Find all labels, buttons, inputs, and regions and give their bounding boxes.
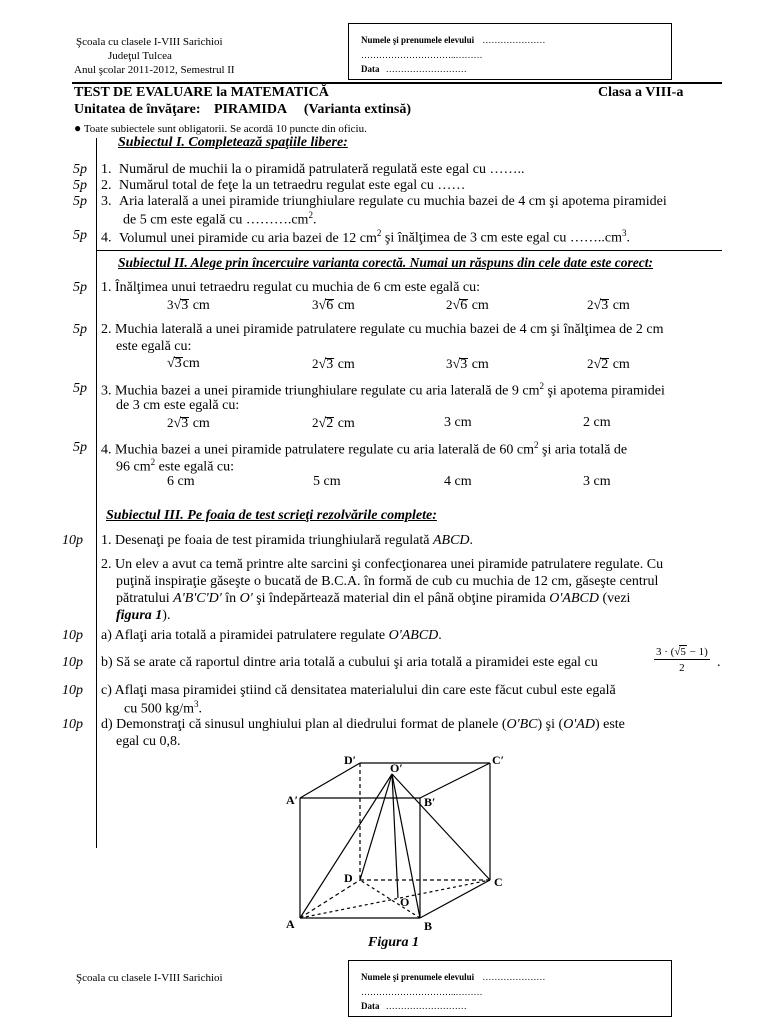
s1-q3-text2: de 5 cm este egală cu ……….cm — [123, 212, 309, 228]
s2-q2-opt-a[interactable]: √3cm — [167, 356, 200, 371]
fraction-denominator: 2 — [679, 662, 685, 674]
unit: cm — [471, 357, 489, 372]
test-title: TEST DE EVALUARE la MATEMATICĂ — [74, 85, 329, 100]
radicand: 3 — [326, 357, 334, 372]
s1-q4-supb: 3 — [622, 228, 627, 238]
s3-d-l1 — [101, 717, 625, 733]
t6: O'ABCD — [549, 591, 599, 606]
s2-heading: Subiectul II. Alege prin încercuire varianta corectă. Numai un răspuns din cele date este corect: — [118, 255, 653, 270]
label-Ap: A′ — [286, 793, 299, 807]
radicand: 6 — [460, 298, 468, 313]
s2-q4-text — [101, 440, 627, 459]
s2-q4-text2 — [116, 457, 234, 476]
s1-q1 — [101, 162, 524, 178]
n1: 3 · ( — [656, 646, 675, 658]
footer-name-blank[interactable]: ………………… — [482, 972, 546, 982]
footer-name-label: Numele şi prenumele elevului — [361, 972, 475, 982]
note-text: Toate subiectele sunt obligatorii. Se acordă 10 puncte din oficiu. — [83, 123, 367, 135]
unit: cm — [192, 298, 210, 313]
d1: d) Demonstraţi că sinusul unghiului plan al diedrului format de planele ( — [101, 717, 507, 732]
coef: 3 — [446, 356, 453, 371]
radicand: 3 — [181, 416, 189, 431]
radicand: 2 — [326, 416, 334, 431]
t7: (vezi — [598, 591, 631, 606]
s2-q2-opt-b[interactable]: 2√3 cm — [312, 356, 355, 372]
label-C: C — [494, 875, 503, 889]
s2-q3-text2: de 3 cm este egală cu: — [116, 398, 240, 413]
footer-name-row — [361, 972, 545, 982]
s1-q3-num: 3. — [101, 194, 112, 209]
figure-ref: figura 1 — [116, 608, 163, 623]
s3-heading: Subiectul III. Pe foaia de test scrieţi rezolvările complete: — [106, 508, 437, 523]
coef: 3 — [167, 297, 174, 312]
radicand: 3 — [174, 356, 182, 371]
footer-school-name: Şcoala cu clasele I-VIII Sarichioi — [76, 972, 223, 984]
s3-a-it: O'ABCD — [388, 628, 439, 643]
s1-q4-textb: şi înălţimea de 3 cm este egal cu ……..cm — [381, 230, 623, 246]
s2-q4-opt-b[interactable]: 5 cm — [313, 474, 341, 489]
t4: O' — [239, 591, 253, 606]
footer-student-info-box — [348, 960, 672, 1017]
s3-c-l2 — [124, 699, 202, 718]
s3-b: b) Să se arate că raportul dintre aria totală a cubului şi aria totală a piramidei este egal cu — [101, 655, 598, 670]
n2: 5 — [680, 646, 686, 658]
header-divider — [72, 82, 722, 84]
s1-divider — [96, 250, 722, 251]
s2-q3-points: 5p — [73, 381, 87, 396]
label-O: O — [400, 895, 410, 909]
s2-q3-opt-a[interactable]: 2√3 cm — [167, 415, 210, 431]
class-label: Clasa a VIII-a — [598, 85, 684, 100]
unit-label: Unitatea de învăţare: — [74, 102, 201, 117]
s1-q4-points: 5p — [73, 228, 87, 243]
s3-q2-l4 — [116, 608, 170, 624]
county-name: Judeţul Tulcea — [108, 50, 172, 62]
radicand: 2 — [601, 357, 609, 372]
s1-q4-text: Volumul unei piramide cu aria bazei de 12 cm — [119, 230, 377, 246]
s3-a-points: 10p — [62, 628, 83, 643]
label-Dp: D′ — [344, 753, 357, 767]
s1-q3 — [101, 194, 667, 210]
footer-date-blank[interactable]: ……………………… — [385, 1001, 467, 1011]
s1-q2-points: 5p — [73, 178, 87, 193]
s2-q4-text2a: 96 cm — [116, 459, 151, 475]
date-blank[interactable]: ……………………… — [385, 64, 467, 74]
radicand: 6 — [326, 298, 334, 313]
c2: cu 500 kg/m — [124, 701, 194, 717]
note-line — [74, 121, 367, 136]
s2-q4-points: 5p — [73, 440, 87, 455]
s3-c-points: 10p — [62, 683, 83, 698]
t8: ). — [162, 608, 171, 623]
s2-q1-opt-c[interactable]: 2√6 cm — [446, 297, 489, 313]
s2-q4-texta: 4. Muchia bazei a unei piramide patrulatere regulate cu aria laterală de 60 cm — [101, 442, 535, 458]
s2-q4-opt-d[interactable]: 3 cm — [583, 474, 611, 489]
s2-q4-sup2: 2 — [150, 457, 156, 467]
student-name-label: Numele şi prenumele elevului — [361, 35, 475, 45]
s1-q3-end: . — [312, 212, 317, 228]
unit: cm — [612, 298, 630, 313]
s3-q1-points: 10p — [62, 533, 83, 548]
d3: ) şi ( — [537, 717, 564, 732]
s1-q2 — [101, 178, 465, 194]
t5: şi îndepărtează material din el până obţine piramida — [252, 591, 550, 606]
coef: 2 — [587, 297, 594, 312]
unit-line — [74, 102, 411, 118]
t3: în — [221, 591, 240, 606]
coef: 3 — [312, 297, 319, 312]
pyramid-cube-figure — [280, 748, 520, 938]
s3-a — [101, 628, 442, 644]
s3-q1-end: . — [469, 533, 474, 548]
s1-q3-sup: 2 — [308, 210, 313, 220]
student-info-box — [348, 23, 672, 80]
s2-q1-opt-a[interactable]: 3√3 cm — [167, 297, 210, 313]
date-label: Data — [361, 64, 380, 74]
fraction-numerator: 3 · (√5 − 1) — [656, 646, 708, 658]
unit: cm — [182, 356, 200, 371]
student-name-line2[interactable]: …………………………..……… — [361, 50, 483, 60]
s1-q1-points: 5p — [73, 162, 87, 177]
s3-a-text: a) Aflaţi aria totală a piramidei patrulatere regulate — [101, 628, 389, 643]
s3-d-l2: egal cu 0,8. — [116, 734, 181, 749]
margin-line — [96, 138, 97, 848]
school-year: Anul şcolar 2011-2012, Semestrul II — [74, 64, 235, 76]
label-Bp: B′ — [424, 795, 436, 809]
s2-q4-sup: 2 — [534, 440, 539, 450]
figure-caption: Figura 1 — [368, 935, 419, 950]
radicand: 3 — [181, 298, 189, 313]
variant-label: (Varianta extinsă) — [303, 102, 412, 117]
school-name: Şcoala cu clasele I-VIII Sarichioi — [76, 36, 223, 48]
unit: cm — [337, 357, 355, 372]
label-D: D — [344, 871, 353, 885]
radicand: 3 — [601, 298, 609, 313]
footer-date-label: Data — [361, 1001, 380, 1011]
s2-q1-points: 5p — [73, 280, 87, 295]
student-name-blank[interactable]: ………………… — [482, 35, 546, 45]
s2-q1-opt-b[interactable]: 3√6 cm — [312, 297, 355, 313]
s1-q3-points: 5p — [73, 194, 87, 209]
s3-q2-l2: puţină inspiraţie găseşte o bucată de B.C.A. în formă de cub cu muchia de 12 cm, găseşte centrul — [116, 574, 659, 589]
s2-q3-opt-b[interactable]: 2√2 cm — [312, 415, 355, 431]
label-B: B — [424, 919, 433, 933]
s1-q4 — [101, 228, 630, 247]
s2-q2-opt-c[interactable]: 3√3 cm — [446, 356, 489, 372]
s2-q1-text: 1. Înălţimea unui tetraedru regulat cu muchia de 6 cm este egală cu: — [101, 280, 481, 295]
s2-q3-sup: 2 — [539, 381, 544, 391]
s2-q3-opt-d[interactable]: 2 cm — [583, 415, 611, 430]
s3-a-end: . — [438, 628, 442, 643]
coef: 2 — [587, 356, 594, 371]
s2-q3-textb: şi apotema piramidei — [543, 383, 665, 399]
s2-q2-text2: este egală cu: — [116, 339, 192, 354]
d4: O'AD — [563, 717, 595, 732]
s2-q3-opt-c[interactable]: 3 cm — [444, 415, 472, 430]
coef: 2 — [312, 415, 319, 430]
coef: 2 — [167, 415, 174, 430]
s3-q1-text: 1. Desenaţi pe foaia de test piramida triunghiulară regulată — [101, 533, 433, 548]
s3-q2-l3 — [116, 591, 630, 607]
s2-q3-text — [101, 381, 665, 400]
s2-q4-end2: este egală cu: — [155, 459, 235, 475]
c-sup: 3 — [194, 699, 199, 709]
label-A: A — [286, 917, 295, 931]
s2-q3-texta: 3. Muchia bazei a unei piramide triunghiulare regulate cu aria laterală de 9 cm — [101, 383, 540, 399]
ratio-fraction — [654, 645, 710, 674]
s1-q2-text: Numărul total de feţe la un tetraedru regulat este egal cu …… — [119, 178, 466, 193]
s2-q1-opt-d[interactable]: 2√3 cm — [587, 297, 630, 313]
s1-q1-text: Numărul de muchii la o piramidă patrulateră regulată este egal cu …….. — [119, 162, 525, 177]
unit: cm — [192, 416, 210, 431]
radicand: 3 — [460, 357, 468, 372]
student-name-row — [361, 35, 545, 45]
s3-b-points: 10p — [62, 655, 83, 670]
d5: ) este — [594, 717, 625, 732]
s3-q2-l1: 2. Un elev a avut ca temă printre alte sarcini şi confecţionarea unei piramide patrulatere regulate. Cu — [101, 557, 664, 572]
unit: cm — [337, 298, 355, 313]
s1-q1-num: 1. — [101, 162, 112, 177]
footer-date-row — [361, 1001, 467, 1011]
bullet-icon: ● — [74, 121, 82, 135]
s1-q4-sup: 2 — [376, 228, 382, 238]
unit: cm — [612, 357, 630, 372]
s1-q3-line2 — [123, 210, 316, 229]
label-Op: O′ — [390, 761, 403, 775]
s1-heading: Subiectul I. Completează spaţiile libere: — [118, 135, 348, 150]
s1-q3-text: Aria laterală a unei piramide triunghiulare regulate cu muchia bazei de 4 cm şi apotema piramidei — [119, 194, 667, 209]
s1-q4-textc: . — [626, 230, 631, 246]
s3-q1 — [101, 533, 473, 549]
unit-name: PIRAMIDA — [214, 102, 287, 117]
s2-q2-points: 5p — [73, 322, 87, 337]
s3-d-points: 10p — [62, 717, 83, 732]
s2-q2-opt-d[interactable]: 2√2 cm — [587, 356, 630, 372]
t1: pătratului — [116, 591, 174, 606]
s3-b-end: . — [717, 655, 721, 670]
s3-q1-it: ABCD — [432, 533, 470, 548]
label-Cp: C′ — [492, 753, 505, 767]
unit: cm — [471, 298, 489, 313]
s2-q4-opt-a[interactable]: 6 cm — [167, 474, 195, 489]
t2: A'B'C'D' — [173, 591, 222, 606]
unit: cm — [337, 416, 355, 431]
s1-q4-num: 4. — [101, 230, 112, 246]
s1-q2-num: 2. — [101, 178, 112, 193]
coef: 2 — [446, 297, 453, 312]
coef: 2 — [312, 356, 319, 371]
s2-q2-text: 2. Muchia laterală a unei piramide patrulatere regulate cu muchia bazei de 4 cm şi înălţimea de 2 cm — [101, 322, 664, 337]
footer-name-line2[interactable]: …………………………..……… — [361, 987, 483, 997]
s3-c-l1: c) Aflaţi masa piramidei ştiind că densitatea materialului din care este făcut cubul este egală — [101, 683, 616, 698]
date-row — [361, 64, 467, 74]
s2-q4-opt-c[interactable]: 4 cm — [444, 474, 472, 489]
s2-q4-textb: şi aria totală de — [538, 442, 628, 458]
c-end: . — [198, 701, 202, 717]
d2: O'BC — [506, 717, 538, 732]
n3: − 1) — [686, 646, 708, 658]
